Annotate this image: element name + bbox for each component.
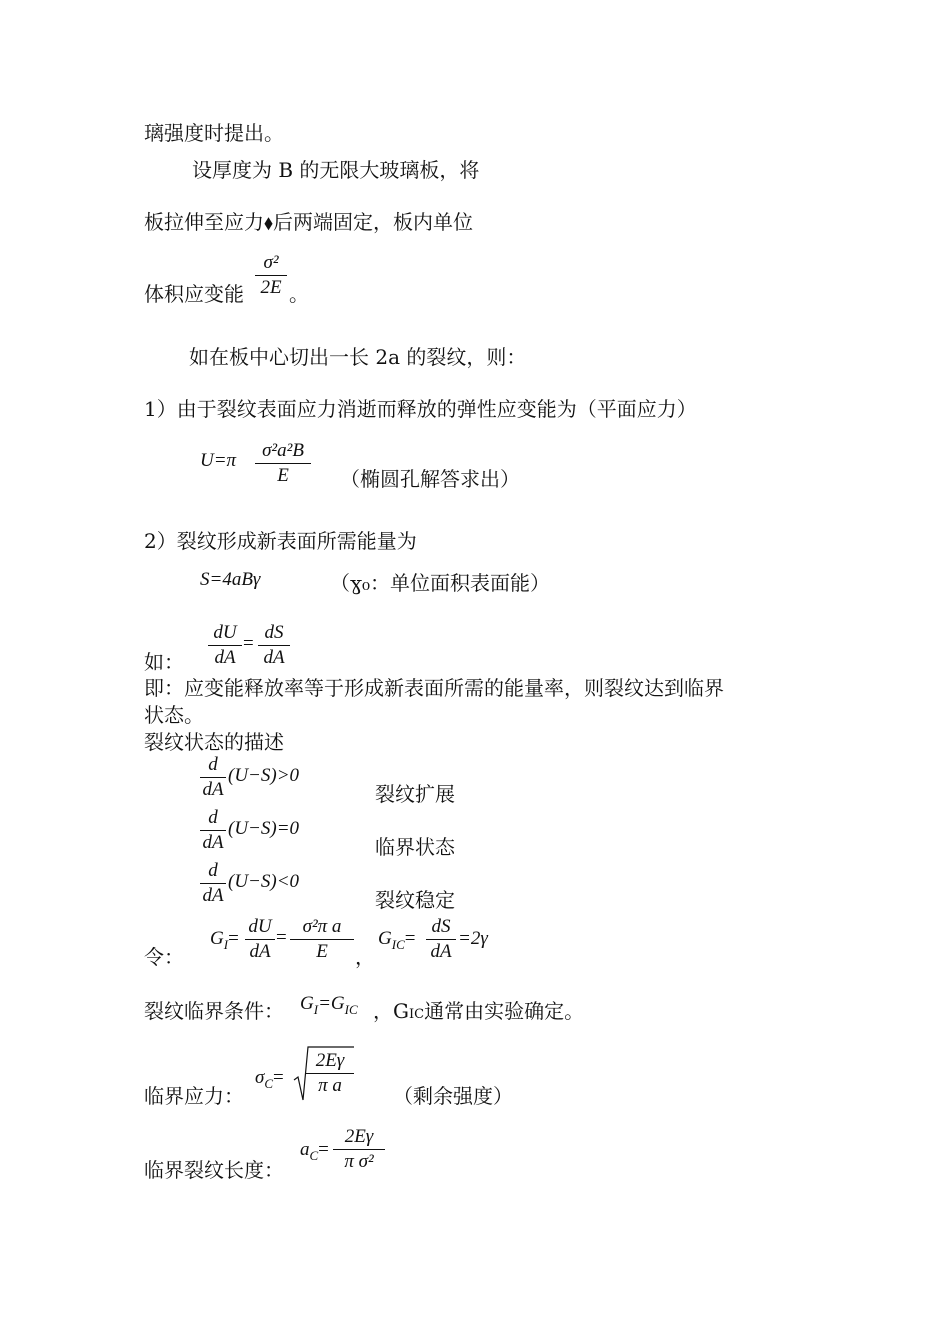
formula-a-c: $a_C=$ <box>300 1139 329 1163</box>
gic-symbol: =G <box>318 993 345 1014</box>
gi-fraction <box>290 916 354 963</box>
paragraph-line: 裂纹状态的描述 <box>144 730 284 754</box>
fraction-numerator: 2Eγ <box>315 1050 345 1071</box>
strain-energy-fraction <box>255 252 287 299</box>
gic-symbol: G <box>378 928 392 949</box>
a-symbol: a <box>300 1139 310 1160</box>
punctuation: 。 <box>289 282 309 306</box>
fraction-numerator: dU <box>248 916 272 937</box>
note: （剩余强度） <box>393 1084 513 1108</box>
note: （ɣ₀：单位面积表面能） <box>330 571 550 595</box>
state-label: 临界状态 <box>375 835 455 859</box>
fraction-numerator: 2Eγ <box>344 1126 374 1147</box>
text-segment: ，G <box>373 999 409 1023</box>
ds-da-fraction <box>258 622 290 669</box>
formula-critical-condition <box>300 993 358 1021</box>
paragraph-line: 即：应变能释放率等于形成新表面所需的能量率，则裂纹达到临界 <box>144 676 724 700</box>
gi-symbol: G <box>210 928 224 949</box>
fraction-denominator: π a <box>318 1075 342 1096</box>
fraction-numerator: σ²a²B <box>262 440 304 461</box>
gi-symbol: G <box>300 993 314 1014</box>
paragraph-line: 板拉伸至应力⬧后两端固定，板内单位 <box>144 210 473 234</box>
formula-gic: $G_{IC}=$ <box>378 928 416 952</box>
paragraph-line: 2）裂纹形成新表面所需能量为 <box>144 529 417 553</box>
state-label: 裂纹稳定 <box>375 888 455 912</box>
label: 令： <box>144 945 184 969</box>
fraction-denominator: E <box>277 465 289 486</box>
fraction-numerator: dS <box>264 622 284 643</box>
sigma-c-fraction <box>306 1050 354 1097</box>
gic-subscript: IC <box>391 936 405 952</box>
fraction-denominator: dA <box>214 647 236 668</box>
paragraph-line: 临界应力： <box>144 1084 244 1108</box>
gic-subscript: IC <box>344 1001 358 1017</box>
fraction-numerator: dU <box>213 622 237 643</box>
fraction-numerator: dS <box>431 916 451 937</box>
fraction-denominator: dA <box>202 832 224 853</box>
fraction-numerator: σ² <box>263 252 279 273</box>
equals-sign: = <box>276 927 287 948</box>
formula-u-lhs: U=π <box>200 450 237 471</box>
fraction-denominator: π σ² <box>344 1151 374 1172</box>
gi-subscript: I <box>313 1001 319 1017</box>
du-da-fraction <box>208 622 242 669</box>
fraction-numerator: d <box>208 754 218 775</box>
c-subscript: C <box>264 1075 274 1091</box>
fraction-denominator: dA <box>202 779 224 800</box>
fraction-numerator: σ²π a <box>302 916 342 937</box>
fraction-denominator: dA <box>249 941 271 962</box>
d-da-fraction <box>200 860 226 907</box>
fraction-denominator: dA <box>263 647 285 668</box>
paragraph-line: 如在板中心切出一长 2a 的裂纹，则： <box>189 345 527 369</box>
a-c-fraction <box>333 1126 385 1173</box>
formula-sigma-c: $\sigma_C=$ <box>255 1067 284 1091</box>
fraction-denominator: E <box>316 941 328 962</box>
gi-subscript: I <box>223 936 229 952</box>
paragraph-line: 裂纹临界条件： <box>144 999 284 1023</box>
paragraph-line: 1）由于裂纹表面应力消逝而释放的弹性应变能为（平面应力） <box>144 397 697 421</box>
equals-sign: = <box>243 633 254 654</box>
punctuation: ， <box>355 945 375 969</box>
u-fraction <box>255 440 311 487</box>
fraction-denominator: dA <box>430 941 452 962</box>
c-subscript: C <box>309 1147 319 1163</box>
d-da-fraction <box>200 807 226 854</box>
du-da-fraction <box>245 916 275 963</box>
text-segment: 通常由实验确定。 <box>424 999 585 1023</box>
sigma-symbol: σ <box>255 1067 265 1088</box>
fraction-denominator: 2E <box>260 277 282 298</box>
fraction-numerator: d <box>208 807 218 828</box>
formula-u-minus-s: (U−S)>0 <box>228 765 300 786</box>
label: 如： <box>144 650 184 674</box>
note: （椭圆孔解答求出） <box>340 467 520 491</box>
paragraph-line: 璃强度时提出。 <box>144 121 284 145</box>
formula-u-minus-s: (U−S)<0 <box>228 871 300 892</box>
paragraph-line <box>373 999 584 1027</box>
paragraph-line: 状态。 <box>144 703 204 727</box>
formula-s: S=4aBγ <box>200 569 261 590</box>
paragraph-line: 临界裂纹长度： <box>144 1158 284 1182</box>
fraction-numerator: d <box>208 860 218 881</box>
formula-gi: $G_I=$ <box>210 928 239 952</box>
d-da-fraction <box>200 754 226 801</box>
formula-u-minus-s: (U−S)=0 <box>228 818 300 839</box>
paragraph-line: 体积应变能 <box>144 282 244 306</box>
fraction-denominator: dA <box>202 885 224 906</box>
ds-da-fraction <box>426 916 456 963</box>
formula-two-gamma: =2γ <box>458 928 488 949</box>
state-label: 裂纹扩展 <box>375 782 455 806</box>
subscript-ic: IC <box>408 1007 425 1022</box>
paragraph-line: 设厚度为 B 的无限大玻璃板，将 <box>192 158 480 182</box>
